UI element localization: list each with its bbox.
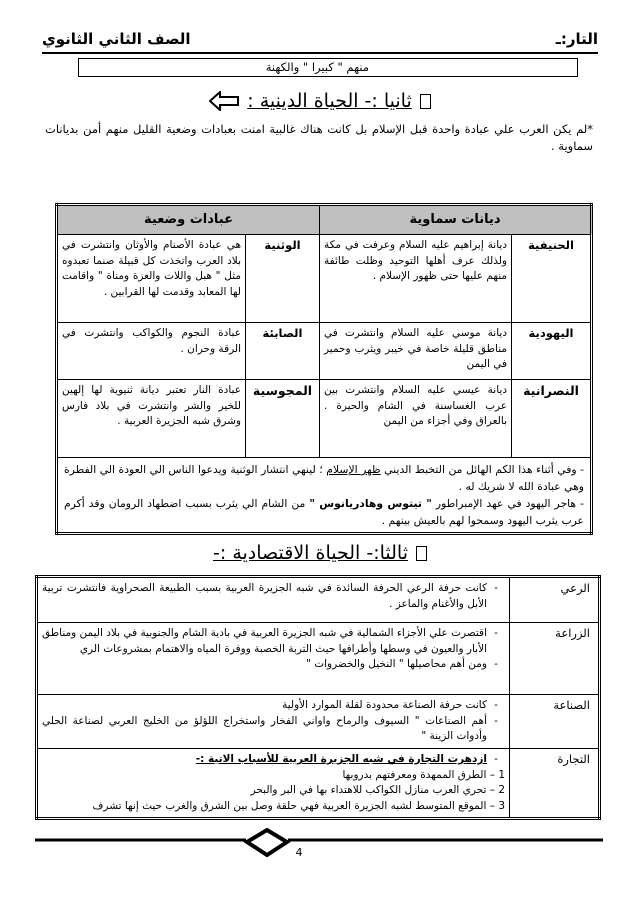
economy-label: الرعي — [510, 577, 600, 623]
religions-table — [55, 203, 593, 535]
item-text: كانت حرفة الرعي الحرفة السائدة في شبه الجزيرة العربية بسبب الطبيعة الصحراوية فانتشرت تربية الأبل والأغنام والماعز . — [42, 582, 487, 610]
item-text: أهم الصناعات " السيوف والرماح واواني الفخار واستخراج اللؤلؤ من الخليج العربي لصناعة الحلي وأدوات الزينة " — [42, 714, 487, 742]
table-row — [57, 235, 592, 323]
box-bullet-icon — [416, 546, 427, 561]
religions-table-header — [57, 205, 592, 235]
list-item — [42, 752, 505, 768]
heavenly-desc: ديانة إبراهيم عليه السلام وعرفت في مكة ولذلك عرف أهلها التوحيد وظلت طائفة منهم عليها حتى ظهور الإسلام . — [320, 235, 512, 323]
man-made-desc: هي عبادة الأصنام والأوثان وانتشرت في بلاد العرب واتخذت كل قبيلة صنما تعبدوه مثل " هبل واللات والعزة ومناة " واقامت لها المعابد وقدمت لها القرابين . — [57, 235, 246, 323]
heavenly-name: النصرانية — [512, 380, 592, 458]
table-row — [37, 695, 600, 749]
trade-reason: 1 – الطرق الممهدة ومعرفتهم بدروبها — [342, 768, 505, 781]
table-row — [37, 623, 600, 695]
notes-cell — [57, 458, 592, 534]
bullet: - — [494, 582, 498, 594]
page-number: 4 — [295, 846, 303, 859]
bullet: - — [494, 699, 498, 711]
economy-label: التجارة — [510, 749, 600, 819]
note-text: ؛ لينهي انتشار الوثنية ويدعوا الناس الي العودة الي الفطرة وهي عبادة الله لا شريك له . — [64, 463, 585, 493]
list-item — [42, 657, 505, 673]
economy-table — [35, 575, 601, 820]
table-row — [37, 577, 600, 623]
trade-reason: 2 – تحري العرب منازل الكواكب للاهتداء بها في البر والبحر — [250, 784, 505, 796]
note-text: - هاجر اليهود في عهد الإمبراطور — [431, 497, 585, 510]
economy-content — [37, 749, 510, 819]
man-made-name: الوثنية — [246, 235, 320, 323]
diamond-icon — [247, 830, 287, 855]
man-made-desc: عبادة النار تعتبر ديانة ثنيوية لها إلهين للخير والشر وانتشرت في بلاد فارس وشرق شبه الجزيرة العربية . — [57, 380, 246, 458]
top-strip: منهم " كبيرا " والكهنة — [78, 58, 578, 77]
economy-content — [37, 577, 510, 623]
economy-label: الزراعة — [510, 623, 600, 695]
footer-rule — [0, 828, 638, 858]
bullet: - — [494, 753, 498, 765]
economy-label: الصناعة — [510, 695, 600, 749]
section-religious-heading: ثانيا :- الحياة الدينية : — [247, 90, 412, 112]
section-economic-heading: ثالثا:- الحياة الاقتصادية :- — [213, 542, 408, 564]
header-man-made: عبادات وضعية — [57, 205, 320, 235]
list-item — [42, 581, 505, 612]
notes-row — [57, 458, 592, 534]
date-label: التار:ـ — [555, 30, 598, 48]
section-religious-title — [150, 86, 490, 116]
box-bullet-icon — [420, 94, 431, 109]
table-row — [57, 323, 592, 380]
item-text: كانت حرفة الصناعة محدودة لقلة الموارد الأولية — [282, 699, 487, 711]
economy-content — [37, 695, 510, 749]
man-made-name: المجوسية — [246, 380, 320, 458]
heavenly-desc: ديانة موسي عليه السلام وانتشرت في مناطق قليلة خاصة في خيبر ويثرب وحمير في اليمن — [320, 323, 512, 380]
note-emphasis: " تيتوس وهادريانوس " — [309, 497, 432, 510]
list-item — [42, 714, 505, 745]
trade-intro: ازدهرت التجارة في شبه الجزيرة العربية للأسباب الاتية :- — [195, 753, 487, 765]
section-economic-title — [150, 538, 490, 568]
heavenly-name: اليهودية — [512, 323, 592, 380]
note-text: من الشام الي يثرب بسبب اضطهاد الرومان وقد أكرم عرب يثرب اليهود وسمحوا لهم بالعيش بينهم . — [64, 497, 585, 527]
note-text: - وفي أثناء هذا الكم الهائل من التخبط الديني — [380, 463, 585, 476]
bullet: - — [494, 714, 498, 727]
item-text: اقتصرت علي الأجزاء الشمالية في شبه الجزيرة العربية في بادية الشام والجنوبية في بلاد اليمن ومناطق الأبار والعيون في وسطها وأطرافها حيث التربة الخصبة ووفرة المياه والاهتمام بمشروعات الري — [42, 627, 487, 655]
note-jews-migration — [64, 495, 584, 529]
list-item — [42, 626, 505, 657]
table-row — [57, 380, 592, 458]
header-heavenly: ديانات سماوية — [320, 205, 592, 235]
bullet: - — [494, 658, 498, 670]
item-text: ومن أهم محاصيلها " النخيل والخضروات " — [306, 658, 487, 670]
man-made-name: الصابئة — [246, 323, 320, 380]
arrow-left-icon — [209, 91, 239, 111]
trade-reason: 3 – الموقع المتوسط لشبه الجزيرة العربية فهي حلقة وصل بين الشرق والغرب حيث إنها تشرف — [92, 799, 505, 812]
note-islam — [64, 461, 584, 495]
page-header — [42, 24, 598, 54]
grade-label: الصف الثاني الثانوي — [42, 30, 191, 48]
list-item — [42, 698, 505, 714]
heavenly-name: الحنيفية — [512, 235, 592, 323]
bullet: - — [494, 627, 498, 639]
heavenly-desc: ديانة عيسي عليه السلام وانتشرت بين عرب الغساسنة في الشام والحيرة . بالعراق وفي أجزاء من اليمن — [320, 380, 512, 458]
note-emphasis: ظهر الإسلام — [326, 463, 381, 476]
economy-content — [37, 623, 510, 695]
table-row — [37, 749, 600, 819]
religious-intro: *لم يكن العرب علي عبادة واحدة قبل الإسلام بل كانت هناك غالبية امنت بعبادات وضعية القليل منهم أمن بديانات سماوية . — [45, 122, 593, 153]
man-made-desc: عبادة النجوم والكواكب وانتشرت في الرقة وحران . — [57, 323, 246, 380]
